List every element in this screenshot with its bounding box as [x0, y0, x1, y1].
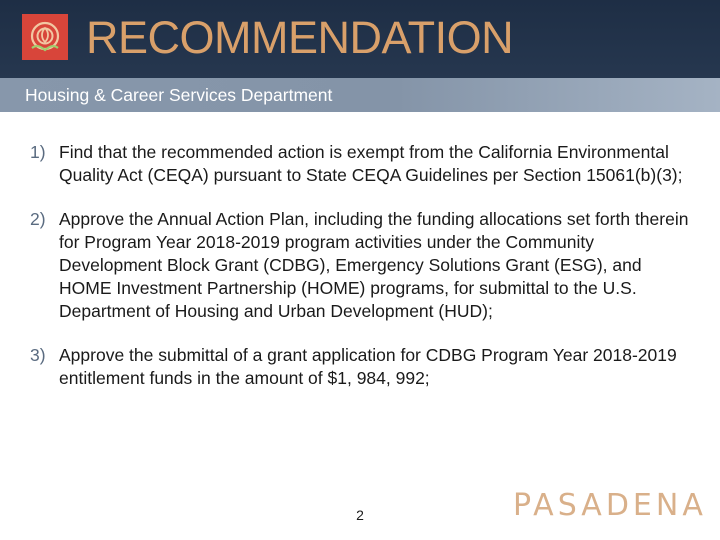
- recommendation-item-1: [30, 141, 690, 187]
- recommendation-item-2: [30, 208, 690, 323]
- item-text: Approve the submittal of a grant application for CDBG Program Year 2018-2019 entitlement funds in the amount of $1, 984, 992;: [59, 345, 677, 388]
- item-number: 2): [30, 209, 46, 229]
- recommendation-list: [30, 141, 690, 411]
- title-banner: [0, 0, 720, 78]
- item-text: Approve the Annual Action Plan, including the funding allocations set forth therein for Program Year 2018-2019 program activities under the Community Development Block Grant (CDBG), Emergency Solutions Grant (ESG), and HOME Investment Partnership (HOME) programs, for submittal to the U.S. Department of Housing and Urban Development (HUD);: [59, 209, 689, 321]
- rose-logo-icon: [22, 14, 68, 60]
- item-number: 3): [30, 345, 46, 365]
- page-title: RECOMMENDATION: [86, 12, 514, 63]
- page-number: 2: [356, 507, 364, 523]
- pasadena-brand-logo: PASADENA: [513, 488, 707, 523]
- item-text: Find that the recommended action is exempt from the California Environmental Quality Act (CEQA) pursuant to State CEQA Guidelines per Section 15061(b)(3);: [59, 142, 683, 185]
- department-subtitle: Housing & Career Services Department: [25, 85, 333, 105]
- recommendation-item-3: [30, 344, 690, 390]
- item-number: 1): [30, 142, 46, 162]
- department-bar: [0, 78, 720, 112]
